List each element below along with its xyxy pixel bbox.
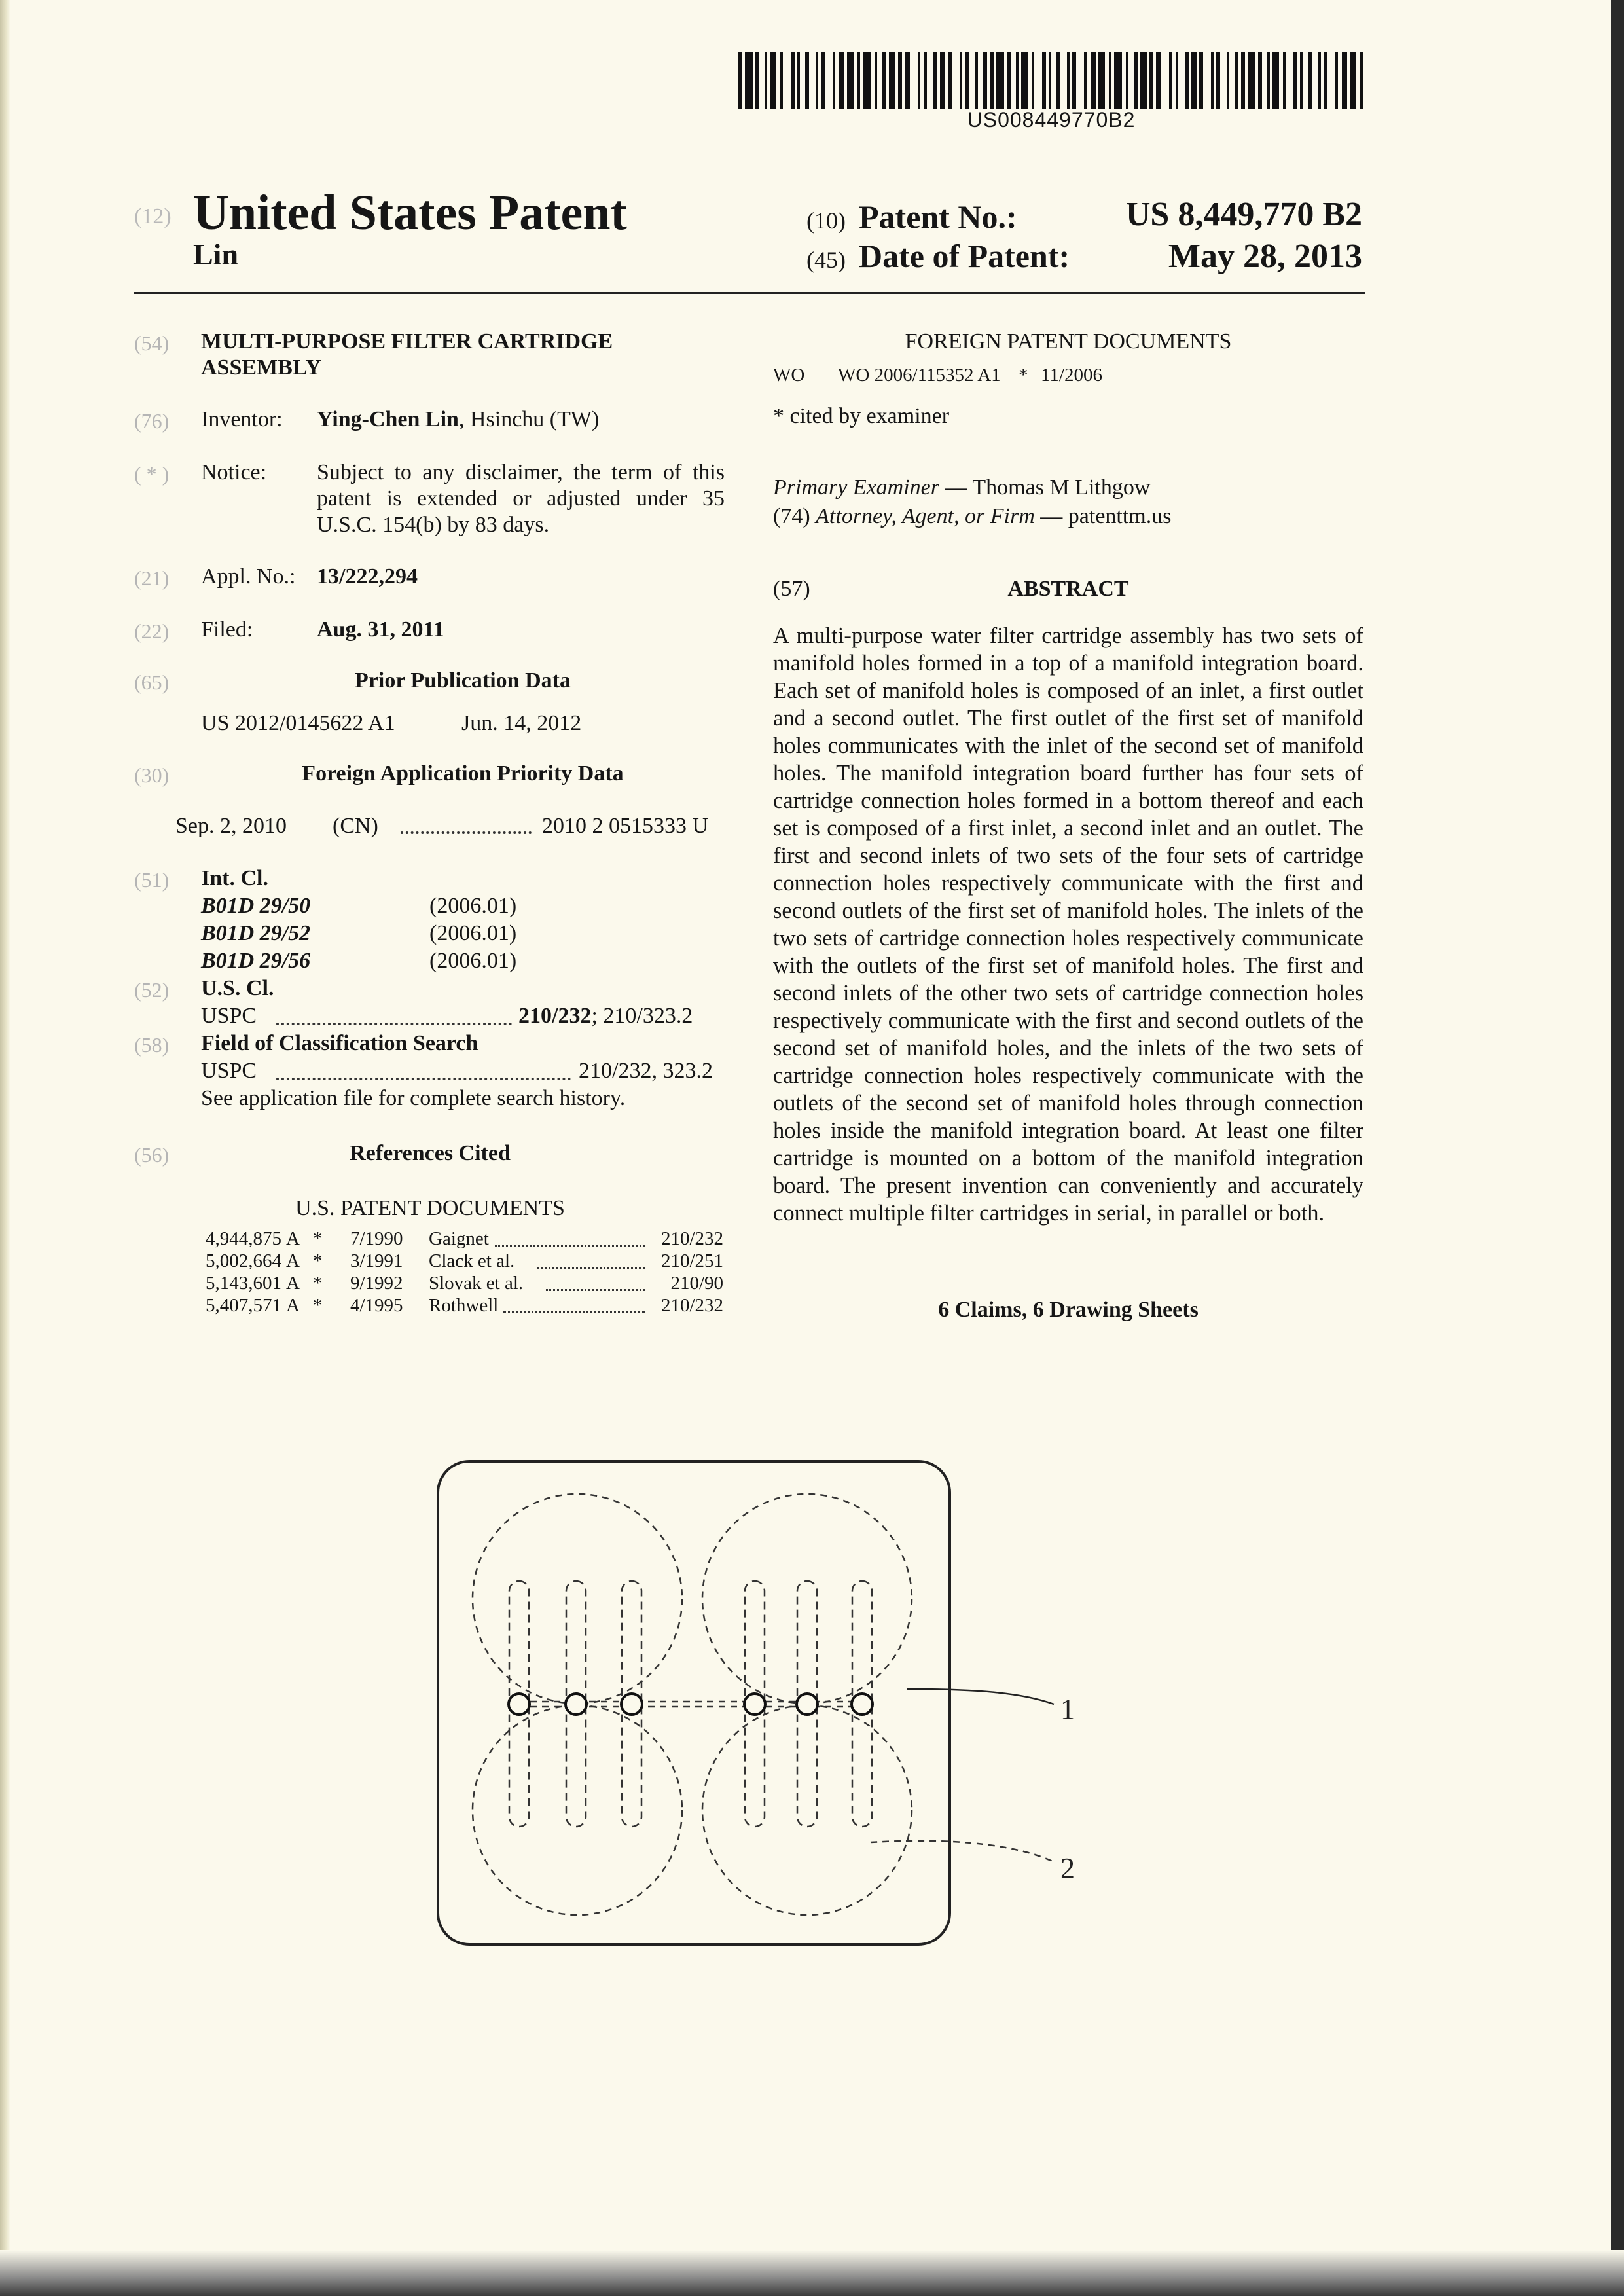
us-doc-number: 5,407,571 [206,1295,281,1316]
us-doc-name: Rothwell [429,1295,499,1316]
foreign-doc-country: WO [773,365,805,386]
us-doc-name: Gaignet [429,1228,489,1249]
us-doc-star: * [313,1228,323,1249]
notice-text: Subject to any disclaimer, the term of this patent is extended or adjusted under 35 U.S.C. 154(b) by 83 days. [317,460,725,537]
invention-title-line2: ASSEMBLY [201,355,321,380]
application-number: 13/222,294 [317,564,418,589]
priority-country: (CN) [333,814,378,838]
primary-examiner-label: Primary Examiner [773,475,940,500]
us-doc-kind: A [286,1250,300,1271]
filter-cartridge-outline [702,1705,912,1915]
document-title: United States Patent [193,185,627,240]
reference-numeral-2: 2 [1060,1852,1075,1884]
us-doc-number: 5,002,664 [206,1250,281,1271]
inid-code-45: (45) [806,247,846,273]
date-of-patent: May 28, 2013 [1168,238,1362,275]
cited-by-examiner-note: * cited by examiner [773,404,950,428]
header-inventor-surname: Lin [193,238,239,271]
foreign-priority-heading: Foreign Application Priority Data [302,761,624,786]
leader-line-2 [871,1841,1055,1863]
inid-code-12: (12) [134,204,171,228]
int-cl-code: B01D 29/56 [201,949,311,973]
us-doc-kind: A [286,1228,300,1249]
us-doc-kind: A [286,1273,300,1294]
us-doc-kind: A [286,1295,300,1316]
inid-code-74: (74) [773,504,810,528]
prior-publication-number: US 2012/0145622 A1 [201,711,395,735]
us-doc-name: Slovak et al. [429,1273,524,1294]
us-doc-date: 9/1992 [350,1273,403,1294]
primary-examiner-name: — Thomas M Lithgow [945,475,1151,500]
us-doc-date: 3/1991 [350,1250,403,1271]
notice-label: Notice: [201,460,267,484]
priority-date: Sep. 2, 2010 [175,814,287,838]
filter-cartridge-outline [473,1494,682,1704]
attorney-name: — patenttm.us [1040,504,1172,528]
inid-code-58: (58) [134,1033,170,1057]
us-doc-class: 210/232 [660,1228,723,1249]
us-doc-star: * [313,1295,323,1316]
filed-date: Aug. 31, 2011 [317,617,444,642]
references-cited-heading: References Cited [350,1141,511,1165]
leader-line-1 [907,1689,1054,1704]
foreign-doc-number: WO 2006/115352 A1 [838,365,1001,386]
us-doc-date: 7/1990 [350,1228,403,1249]
us-cl-label: U.S. Cl. [201,976,274,1000]
us-doc-class: 210/232 [660,1295,723,1316]
inid-code-54: (54) [134,331,170,355]
us-doc-star: * [313,1250,323,1271]
inid-code-56: (56) [134,1143,170,1167]
us-doc-class: 210/251 [660,1250,723,1271]
date-of-patent-label: Date of Patent: [859,238,1070,274]
prior-publication-heading: Prior Publication Data [355,668,571,693]
abstract-heading: ABSTRACT [1007,577,1129,601]
us-doc-number: 5,143,601 [206,1273,281,1294]
int-cl-year: (2006.01) [429,949,517,973]
inid-code-notice: ( * ) [134,462,170,486]
inid-code-51: (51) [134,868,170,892]
inid-code-21: (21) [134,566,170,590]
int-cl-year: (2006.01) [429,894,517,918]
us-patent-documents-heading: U.S. PATENT DOCUMENTS [295,1196,565,1220]
int-cl-label: Int. Cl. [201,866,268,890]
field-uspc-label: USPC [201,1059,257,1083]
barcode-number: US008449770B2 [967,108,1136,132]
inid-code-52: (52) [134,978,170,1002]
inid-code-57: (57) [773,577,810,601]
manifold-hole [509,1694,530,1715]
search-history-note: See application file for complete search history. [201,1086,626,1110]
us-doc-class: 210/90 [670,1273,723,1294]
int-cl-code: B01D 29/50 [201,894,311,918]
filter-cartridge-outline [702,1494,912,1704]
manifold-hole [566,1694,586,1715]
field-search-label: Field of Classification Search [201,1031,478,1055]
inid-code-10: (10) [806,208,846,234]
us-doc-number: 4,944,875 [206,1228,281,1249]
claims-and-sheets-summary: 6 Claims, 6 Drawing Sheets [938,1298,1199,1322]
manifold-hole [852,1694,873,1715]
int-cl-code: B01D 29/52 [201,921,311,945]
filed-label: Filed: [201,617,253,642]
uspc-label: USPC [201,1004,257,1028]
inid-code-22: (22) [134,619,170,643]
us-doc-name: Clack et al. [429,1250,515,1271]
application-number-label: Appl. No.: [201,564,296,589]
inid-code-76: (76) [134,409,170,433]
inventor-name: Ying-Chen Lin [317,407,459,431]
prior-publication-date: Jun. 14, 2012 [461,711,582,735]
foreign-doc-date: 11/2006 [1041,365,1102,386]
uspc-main-class: 210/232 [518,1004,592,1028]
invention-title-line1: MULTI-PURPOSE FILTER CARTRIDGE [201,329,613,354]
reference-numeral-1: 1 [1060,1693,1075,1725]
foreign-doc-star: * [1019,365,1028,386]
uspc-other-class: ; 210/323.2 [591,1004,693,1028]
manifold-hole [797,1694,818,1715]
patent-number: US 8,449,770 B2 [1125,196,1362,233]
foreign-patent-documents-heading: FOREIGN PATENT DOCUMENTS [905,329,1232,354]
inid-code-30: (30) [134,763,170,787]
us-doc-date: 4/1995 [350,1295,403,1316]
filter-cartridge-outline [473,1705,682,1915]
inventor-label: Inventor: [201,407,283,431]
inid-code-65: (65) [134,670,170,694]
patent-number-label: Patent No.: [859,198,1017,235]
manifold-hole [621,1694,642,1715]
field-uspc-value: 210/232, 323.2 [579,1059,713,1083]
attorney-label: Attorney, Agent, or Firm [816,504,1035,528]
priority-number: 2010 2 0515333 U [542,814,709,838]
int-cl-year: (2006.01) [429,921,517,945]
manifold-hole [744,1694,765,1715]
us-doc-star: * [313,1273,323,1294]
inventor-location: , Hsinchu (TW) [458,407,600,431]
abstract-text: A multi-purpose water filter cartridge assembly has two sets of manifold holes formed in a top of a manifold integration board. Each set of manifold holes is composed of an inlet, a first outlet and a second outlet. The first outlet of the first set of manifold holes communicates with the inlet of the second set of manifold holes. The manifold integration board further has four sets of cartridge connection holes formed in a bottom thereof and each set is composed of a first inlet, a second inlet and an outlet. The first and second inlets of two sets of the four sets of cartridge connection holes respectively communicate with the first and second outlets of the first set of manifold holes. The inlets of the two sets of cartridge connection holes respectively communicate with the outlets of the first set of manifold holes. The first and second inlets of the other two sets of cartridge connection holes respectively communicate with the first and second outlets of the second set of manifold holes, and the inlets of the two sets of cartridge connection holes respectively communicate with the outlets of the second set of manifold holes through connection holes inside the manifold integration board. At least one filter cartridge is mounted on a bottom of the manifold integration board. The present invention can conveniently and accurately connect multiple filter cartridges in serial, in parallel or both. [773,623,1363,1226]
